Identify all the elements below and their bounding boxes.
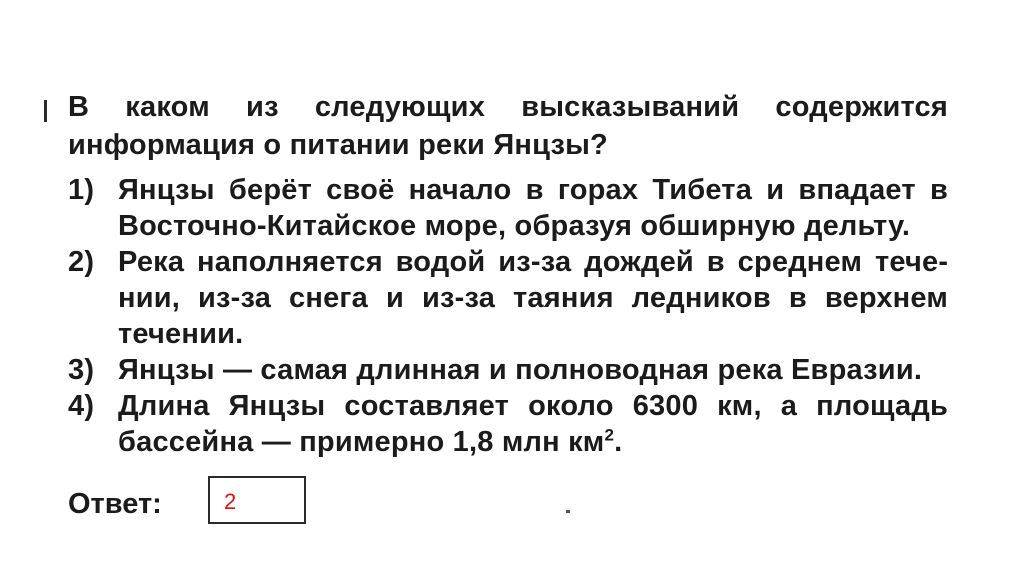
superscript: 2 <box>604 425 615 445</box>
answer-box[interactable] <box>208 476 306 524</box>
option-3 <box>68 352 948 388</box>
option-number: 2) <box>68 246 95 278</box>
question-text: В каком из следующих высказываний содержится информация о питании реки Янцзы? <box>68 91 948 161</box>
option-number: 3) <box>68 354 95 386</box>
print-speck <box>566 510 570 513</box>
option-1 <box>68 172 948 244</box>
option-number: 4) <box>68 390 95 422</box>
option-text: Янцзы — самая длинная и полноводная река Евразии. <box>118 354 923 386</box>
option-text <box>118 388 948 460</box>
answer-value: 2 <box>224 489 237 514</box>
option-number: 1) <box>68 174 95 206</box>
answer-label: Ответ: <box>68 488 162 520</box>
margin-mark <box>44 100 47 122</box>
option-4 <box>68 388 948 460</box>
option-main-text: Длина Янцзы составляет около 6300 км, а площадь бассейна — примерно 1,8 млн км <box>118 390 948 458</box>
option-2 <box>68 244 948 352</box>
answer-row <box>68 476 368 526</box>
option-suffix: . <box>614 426 623 458</box>
option-text: Река наполняется водой из-за дождей в среднем течении, из-за снега и из-за таяния ледников в верхнем течении. <box>118 246 948 350</box>
answer-options <box>68 172 948 460</box>
option-text: Янцзы берёт своё начало в горах Тибета и впадает в Восточно-Китайское море, образуя обширную дельту. <box>118 174 948 242</box>
